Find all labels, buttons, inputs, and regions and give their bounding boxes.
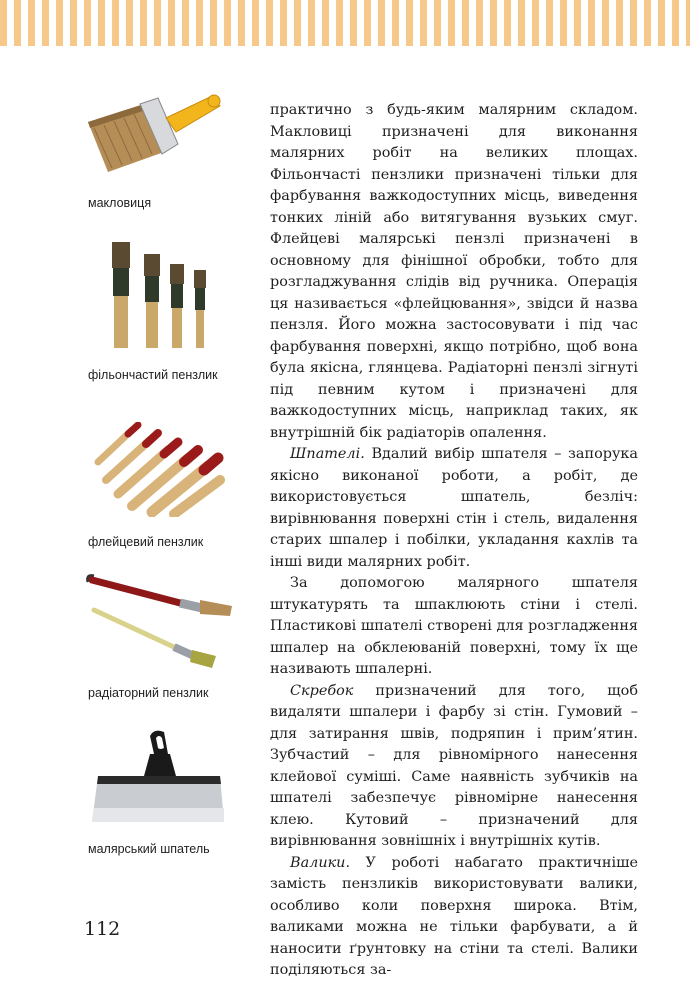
body-text: [270, 100, 638, 982]
caption-shpatel: малярський шпатель: [88, 842, 210, 856]
paragraph-rollers: [270, 853, 638, 982]
caption-filonchastyi: фільончастий пензлик: [88, 368, 218, 382]
caption-fleitsevyi: флейцевий пензлик: [88, 535, 204, 549]
tool-figure-shpatel: [84, 728, 254, 823]
caption-radiatornyi: радіаторний пензлик: [88, 686, 209, 700]
tool-figure-fleitsevyi: [84, 422, 254, 517]
tool-figure-filonchastyi: [84, 240, 254, 350]
paragraph-scraper-text: призначений для того, щоб видаляти шпалери і фарбу зі стін. Гумовий – для затирання швів, подряпин і прим’ятин. Зубчастий – для рівномірного нанесення клейової суміші. Саме наявність зубчиків на шпателі забезпечує рівномірне нанесення клею. Кутовий – призначений для вирівнювання зовнішніх і внутрішніх кутів.: [270, 682, 638, 849]
stencil-brushes-icon: [84, 240, 234, 350]
caption-maklovytsia: макловиця: [88, 196, 152, 210]
term-rollers: Валики.: [290, 854, 351, 871]
paragraph-rollers-text: У роботі набагато практичніше замість пензликів використовувати валики, особливо коли поверхня широка. Втім, валиками можна не тільки фарбувати, а й наносити ґрунтовку на стіни та стелі. Валики поділяються за-: [270, 854, 638, 978]
paint-brush-block-icon: [84, 92, 234, 187]
paragraph-brushes: практично з будь-яким малярним складом. Макловиці призначені для виконання малярних робіт на великих площах. Фільончасті пензлики призначені тільки для фарбування важкодоступних місць, виведення тонких ліній або витягування вузьких смуг. Флейцеві малярські пензлі призначені в основному для фінішної обробки, тобто для розгладжування слідів від ручника. Операція ця називається «флейцювання», звідси й назва пензля. Його можна застосовувати і під час фарбування поверхні, якщо потрібно, щоб вона була якісна, глянцева. Радіаторні пензлі зігнуті під певним кутом і призначені для важкодоступних місць, наприклад таких, як внутрішній бік радіаторів опалення.: [270, 102, 638, 441]
tool-figure-maklovytsia: [84, 92, 254, 187]
term-spatulas: Шпателі.: [290, 446, 365, 462]
radiator-brushes-icon: [84, 572, 234, 672]
paragraph-plastering: За допомогою малярного шпателя штукатурять та шпаклюють стіни і стелі. Пластикові шпателі створені для розгладження шпалер на обклеюваній поверхні, тому їх ще називають шпалерні.: [270, 575, 638, 677]
paragraph-spatulas: [270, 444, 638, 573]
page-number: 112: [84, 918, 121, 940]
term-scraper: Скребок: [290, 682, 354, 699]
decorative-stripe-header: [0, 0, 690, 46]
flat-brushes-icon: [84, 422, 234, 517]
putty-knife-icon: [84, 728, 234, 823]
paragraph-spatulas-text: Вдалий вибір шпателя – запорука якісно виконаної роботи, а робіт, де використовується шпатель, безліч: вирівнювання поверхні стін і стель, видалення старих шпалер і побілки, укладання кахлів та інші види малярних робіт.: [270, 446, 638, 570]
paragraph-scraper: [270, 681, 638, 853]
tool-figure-radiatornyi: [84, 572, 254, 672]
